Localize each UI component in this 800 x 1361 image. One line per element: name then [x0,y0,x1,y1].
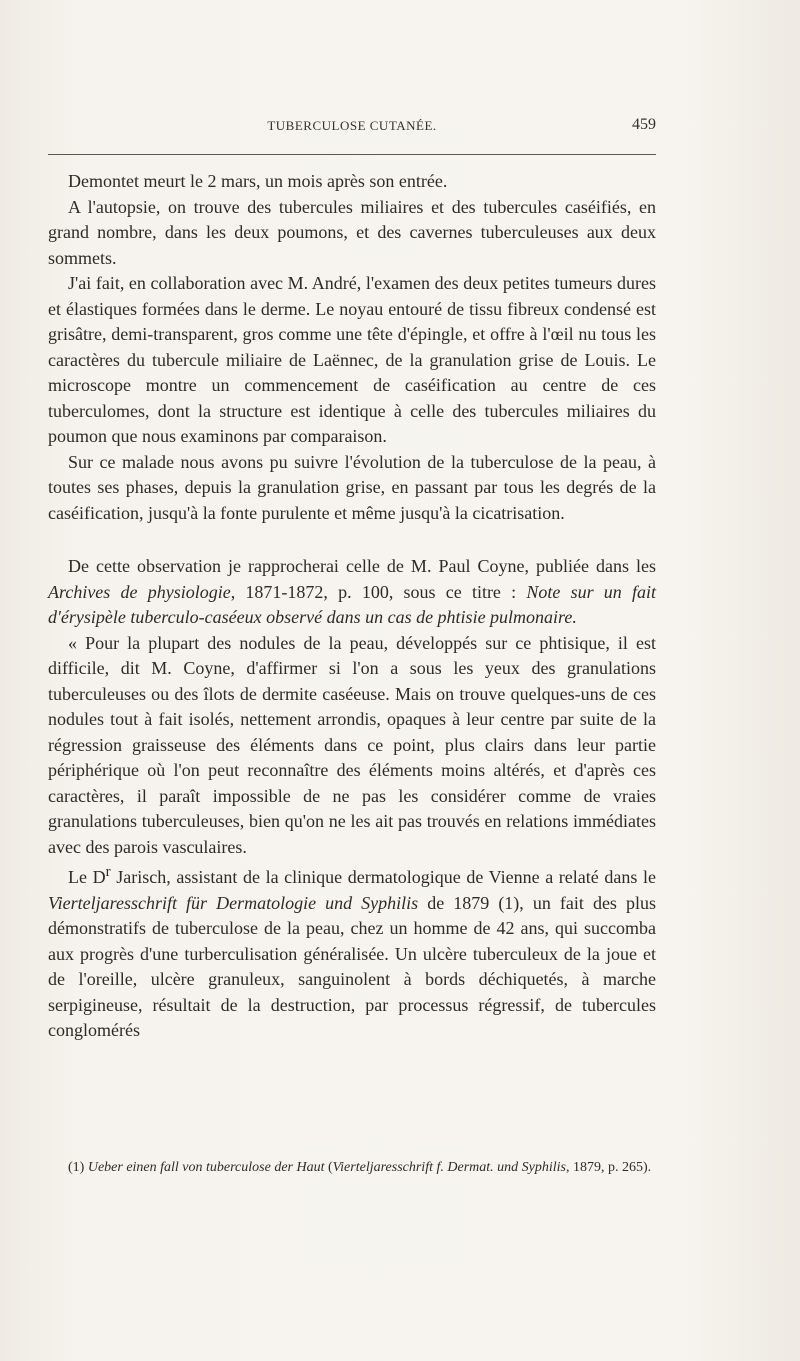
paragraph-7-lead: Le D [68,867,106,887]
footnote-journal-title: Vierteljaresschrift f. Dermat. und Syphilis [332,1160,566,1175]
paragraph-6-quote: « Pour la plupart des nodules de la peau, développés sur ce phtisique, il est difficile, dit M. Coyne, d'affirmer si l'on a sous les yeux des granulations tuberculeuses ou des îlots de dermite caséeuse. Mais on trouve quelques-uns de ces nodules tout à fait isolés, nettement arrondis, opaques à leur centre par suite de la régression graisseuse des éléments dans ce point, plus clairs dans leur partie périphérique où l'on peut reconnaître des éléments moins altérés, et d'après ces caractères, il paraît impossible de ne pas les considérer comme de vraies granulations tuberculeuses, bien qu'on ne les ait pas trouvés en relations immédiates avec des parois vasculaires. [48,632,656,857]
paragraph-5 [48,554,656,631]
journal-title-vierteljaresschrift: Vierteljaresschrift für Dermatologie und Syphilis [48,892,419,913]
header-rule [48,154,656,155]
article-title-coyne: Note sur un fait d'érysipèle tuberculo-caséeux observé dans un cas de phtisie pulmonaire. [48,581,656,627]
paragraph-4: Sur ce malade nous avons pu suivre l'évolution de la tuberculose de la peau, à toutes ses phases, depuis la granulation grise, en passant par tous les degrés de la caséification, jusqu'à la fonte purulente et même jusqu'à la cicatrisation. [48,451,656,523]
footnote-open-paren: ( [324,1160,333,1175]
paragraph-7-text-b: de 1879 (1), un fait des plus démonstratifs de tuberculose de la peau, chez un homme de 42 ans, qui succomba aux progrès d'une turberculisation généralisée. Un ulcère tuberculeux de la joue et de l'oreille, ulcère granuleux, sanguinolent à bords déchiquetés, à marche serpigineuse, résultait de la destruction, par processus régressif, de tubercules conglomérés [48,892,656,1040]
footnote-1 [48,1158,656,1178]
main-text [48,169,656,1044]
running-title: TUBERCULOSE CUTANÉE. [267,118,437,133]
doctor-superscript: r [105,864,111,880]
paragraph-7 [48,860,656,1044]
footnote-citation-tail: , 1879, p. 265). [565,1160,652,1175]
paragraph-7-text-a: Jarisch, assistant de la clinique dermatologique de Vienne a relaté dans le [110,867,657,887]
paragraph-2: A l'autopsie, on trouve des tubercules miliaires et des tubercules caséifiés, en grand nombre, dans les deux poumons, et des cavernes tuberculeuses aux deux sommets. [48,196,656,268]
paragraph-5-text-a: De cette observation je rapprocherai celle de M. Paul Coyne, publiée dans les [68,556,656,576]
page-number: 459 [632,116,656,133]
paragraph-1: Demontet meurt le 2 mars, un mois après son entrée. [68,171,448,191]
page-header [48,118,656,140]
footnote-article-title: Ueber einen fall von tuberculose der Haut [87,1160,325,1175]
journal-title-archives: Archives de physiologie [48,581,231,602]
footnote-marker: (1) [68,1160,88,1175]
paragraph-5-text-b: , 1871-1872, p. 100, sous ce titre : [230,581,527,602]
paragraph-3: J'ai fait, en collaboration avec M. André, l'examen des deux petites tumeurs dures et élastiques formées dans le derme. Le noyau entouré de tissu fibreux condensé est grisâtre, demi-transparent, gros comme une tête d'épingle, et offre à l'œil nu tous les caractères du tubercule miliaire de Laënnec, de la granulation grise de Louis. Le microscope montre un commencement de caséification au centre de ces tuberculomes, dont la structure est identique à celle des tubercules miliaires du poumon que nous examinons par comparaison. [48,273,656,446]
footnotes [48,1158,656,1178]
